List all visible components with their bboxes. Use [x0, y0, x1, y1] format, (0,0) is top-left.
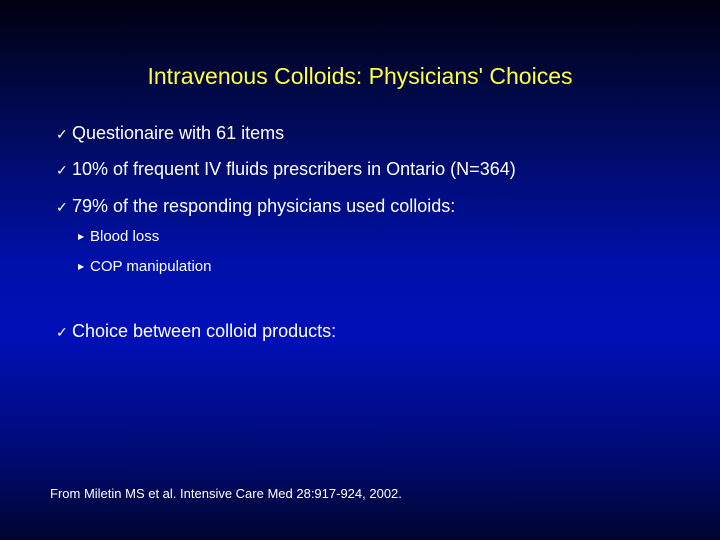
- checkmark-icon: ✓: [56, 199, 68, 215]
- bullet-item: [56, 158, 516, 181]
- citation-footer: From Miletin MS et al. Intensive Care Med 28:917-924, 2002.: [50, 486, 402, 501]
- bullet-text: 79% of the responding physicians used colloids:: [72, 196, 456, 216]
- bullet-text: 10% of frequent IV fluids prescribers in Ontario (N=364): [72, 159, 516, 179]
- checkmark-icon: ✓: [56, 126, 68, 142]
- sub-bullet-item: [78, 228, 159, 246]
- sub-bullet-text: COP manipulation: [90, 258, 212, 275]
- sub-bullet-item: [78, 258, 211, 276]
- bullet-item: [56, 195, 455, 218]
- checkmark-icon: ✓: [56, 324, 68, 340]
- arrow-right-icon: ▶: [78, 232, 85, 241]
- bullet-text: Choice between colloid products:: [72, 321, 337, 341]
- bullet-item: [56, 320, 336, 343]
- bullet-item: [56, 122, 284, 145]
- bullet-text: Questionaire with 61 items: [72, 123, 285, 143]
- checkmark-icon: ✓: [56, 162, 68, 178]
- arrow-right-icon: ▶: [78, 262, 85, 271]
- slide-title: Intravenous Colloids: Physicians' Choices: [147, 63, 573, 89]
- sub-bullet-text: Blood loss: [90, 228, 160, 245]
